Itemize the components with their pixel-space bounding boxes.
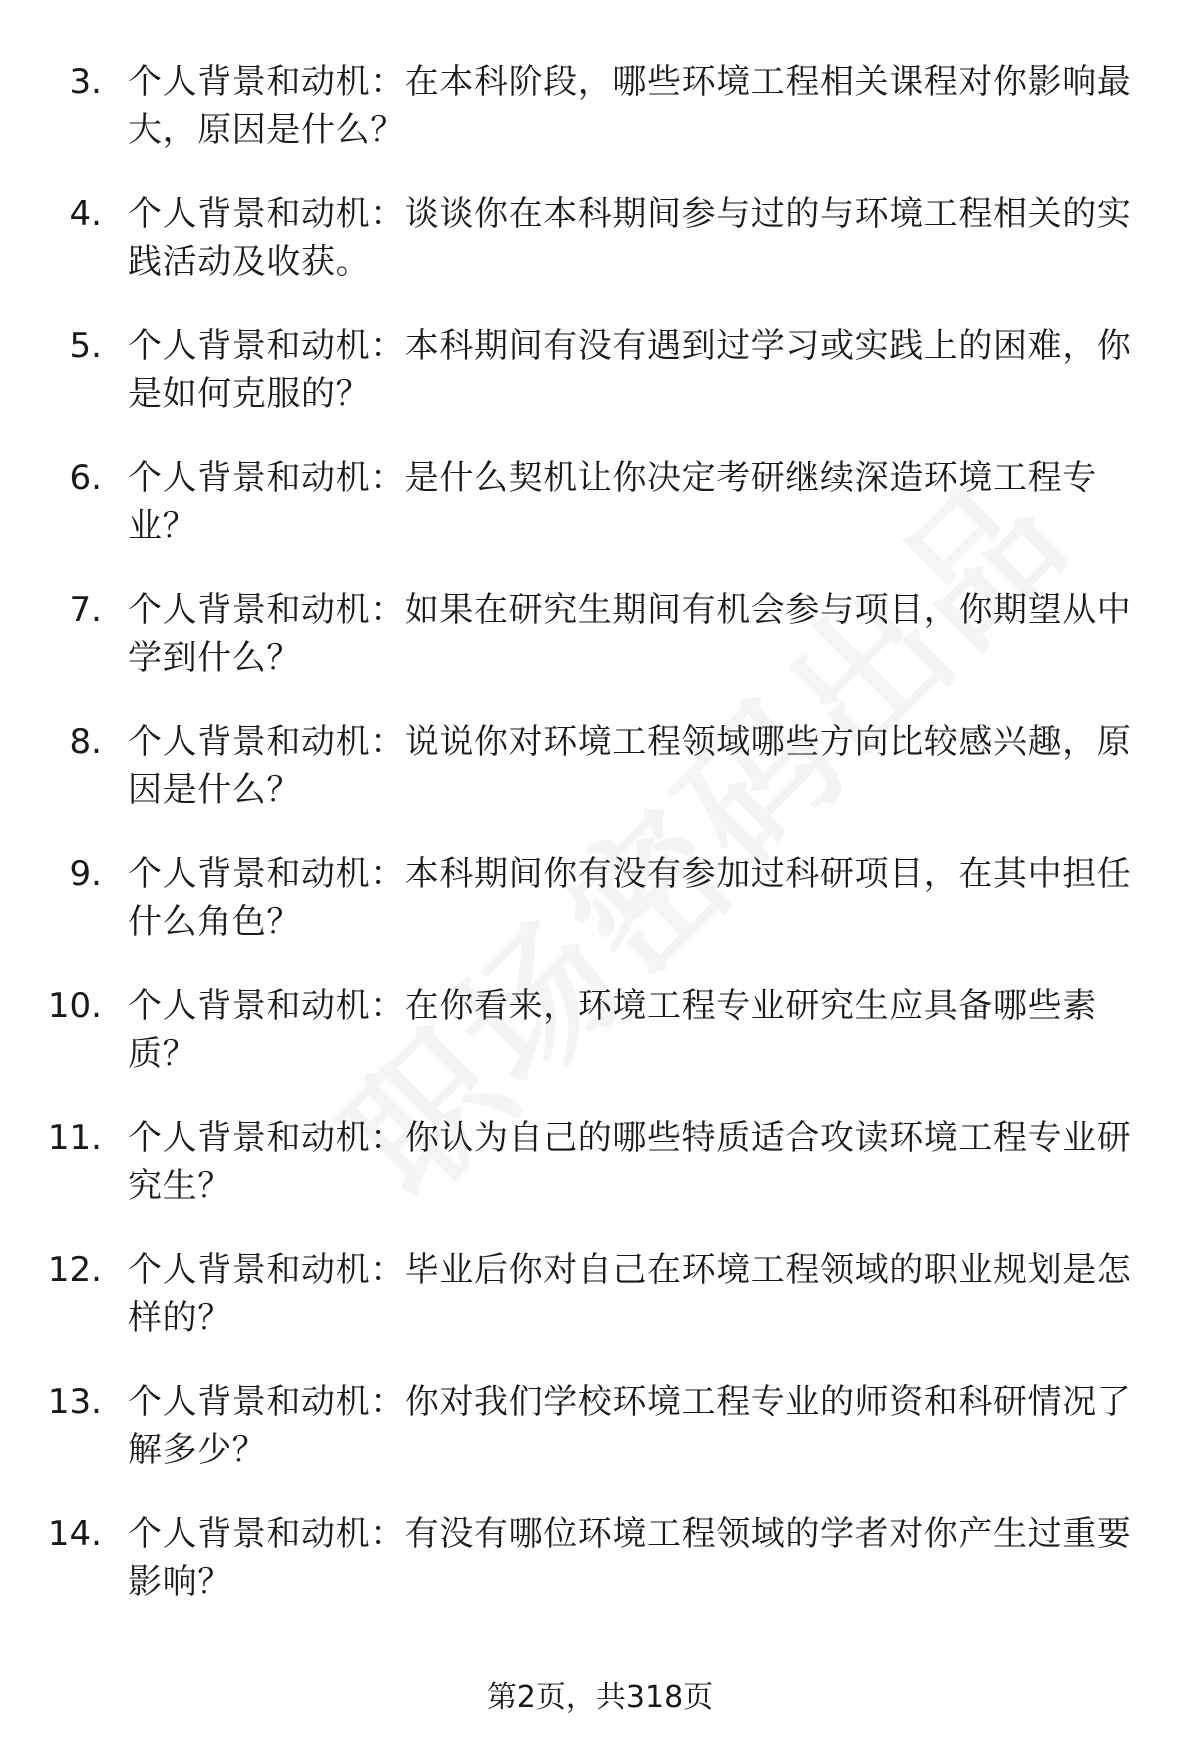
page-number: 第2页，共318页 bbox=[486, 1680, 714, 1715]
question-text: 个人背景和动机：本科期间有没有遇到过学习或实践上的困难，你是如何克服的？ bbox=[128, 326, 1132, 414]
list-item bbox=[0, 58, 1200, 190]
question-text: 个人背景和动机：谈谈你在本科期间参与过的与环境工程相关的实践活动及收获。 bbox=[128, 194, 1132, 282]
question-text: 个人背景和动机：在你看来，环境工程专业研究生应具备哪些素质？ bbox=[128, 986, 1097, 1074]
question-number: 8. bbox=[69, 722, 102, 762]
question-text: 个人背景和动机：你认为自己的哪些特质适合攻读环境工程专业研究生？ bbox=[128, 1118, 1132, 1206]
list-item bbox=[0, 850, 1200, 982]
list-item bbox=[0, 1378, 1200, 1510]
list-item bbox=[0, 718, 1200, 850]
question-number: 5. bbox=[69, 326, 102, 366]
question-list bbox=[0, 58, 1200, 1642]
list-item bbox=[0, 586, 1200, 718]
question-number: 11. bbox=[47, 1118, 102, 1158]
question-text: 个人背景和动机：说说你对环境工程领域哪些方向比较感兴趣，原因是什么？ bbox=[128, 722, 1132, 810]
list-item bbox=[0, 1246, 1200, 1378]
question-number: 10. bbox=[47, 986, 102, 1026]
list-item bbox=[0, 1114, 1200, 1246]
question-number: 4. bbox=[69, 194, 102, 234]
question-text: 个人背景和动机：本科期间你有没有参加过科研项目，在其中担任什么角色？ bbox=[128, 854, 1132, 942]
question-number: 9. bbox=[69, 854, 102, 894]
question-number: 14. bbox=[47, 1514, 102, 1554]
question-number: 7. bbox=[69, 590, 102, 630]
list-item bbox=[0, 1510, 1200, 1642]
list-item bbox=[0, 322, 1200, 454]
question-number: 13. bbox=[47, 1382, 102, 1422]
question-text: 个人背景和动机：是什么契机让你决定考研继续深造环境工程专业？ bbox=[128, 458, 1097, 546]
list-item bbox=[0, 454, 1200, 586]
question-text: 个人背景和动机：你对我们学校环境工程专业的师资和科研情况了解多少？ bbox=[128, 1382, 1132, 1470]
question-text: 个人背景和动机：在本科阶段，哪些环境工程相关课程对你影响最大，原因是什么？ bbox=[128, 62, 1132, 150]
question-number: 6. bbox=[69, 458, 102, 498]
list-item bbox=[0, 982, 1200, 1114]
question-number: 3. bbox=[69, 62, 102, 102]
question-text: 个人背景和动机：毕业后你对自己在环境工程领域的职业规划是怎样的？ bbox=[128, 1250, 1132, 1338]
question-text: 个人背景和动机：有没有哪位环境工程领域的学者对你产生过重要影响？ bbox=[128, 1514, 1132, 1602]
question-text: 个人背景和动机：如果在研究生期间有机会参与项目，你期望从中学到什么？ bbox=[128, 590, 1132, 678]
list-item bbox=[0, 190, 1200, 322]
question-number: 12. bbox=[47, 1250, 102, 1290]
